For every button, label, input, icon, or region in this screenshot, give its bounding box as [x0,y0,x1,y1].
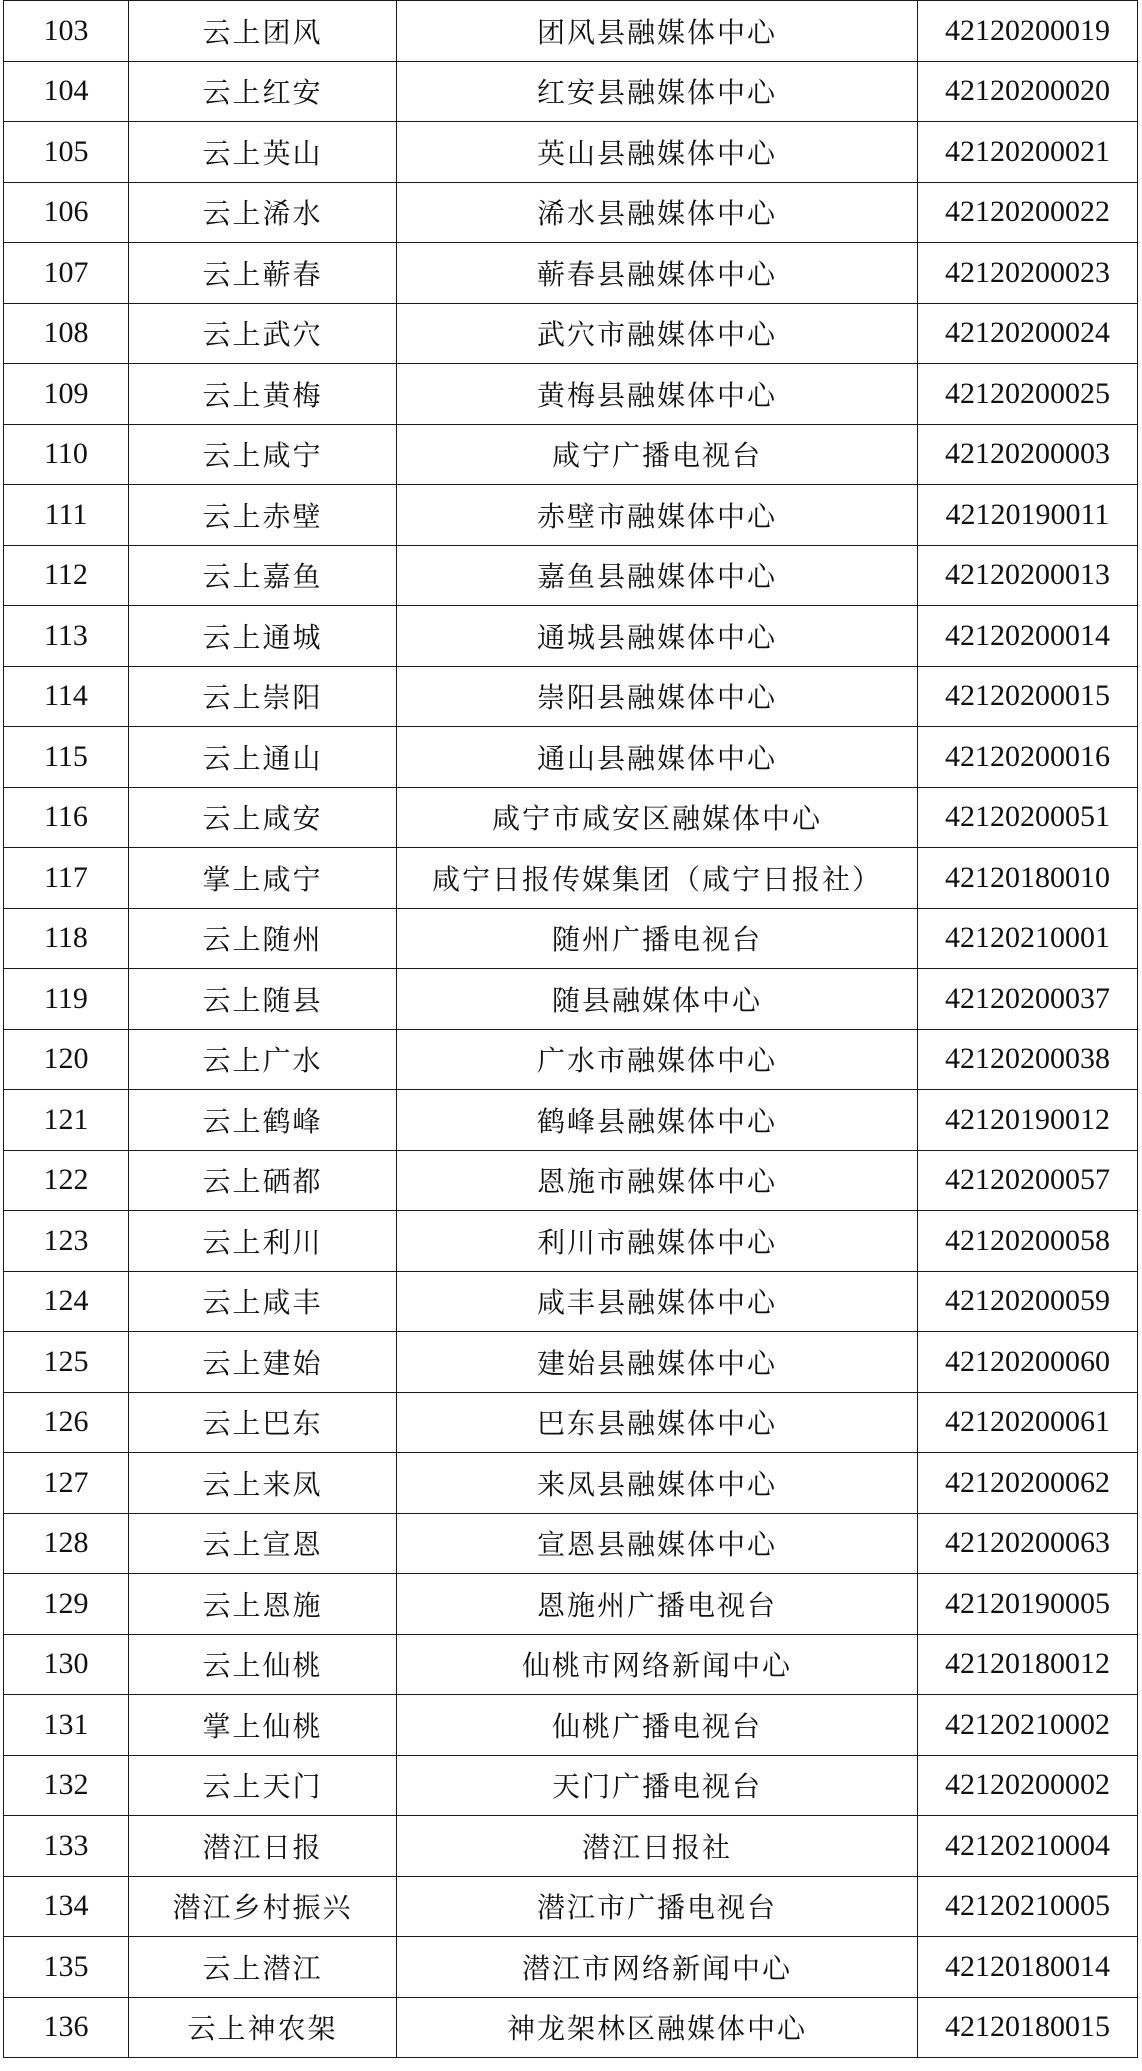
row-number-cell: 126 [4,1392,129,1453]
app-name-cell: 云上蕲春 [129,243,397,304]
app-name-cell: 云上鹤峰 [129,1090,397,1151]
row-number-cell: 120 [4,1029,129,1090]
organization-cell: 来凤县融媒体中心 [397,1453,918,1514]
app-name-cell: 云上来凤 [129,1453,397,1514]
table-row [4,122,1138,183]
organization-cell: 黄梅县融媒体中心 [397,364,918,425]
table-row [4,1755,1138,1816]
organization-cell: 仙桃市网络新闻中心 [397,1634,918,1695]
organization-cell: 武穴市融媒体中心 [397,303,918,364]
organization-cell: 通山县融媒体中心 [397,727,918,788]
registration-code-cell: 42120190012 [918,1090,1138,1151]
registration-code-cell: 42120200023 [918,243,1138,304]
organization-cell: 通城县融媒体中心 [397,606,918,667]
table-row [4,485,1138,546]
registration-code-cell: 42120210002 [918,1695,1138,1756]
row-number-cell: 113 [4,606,129,667]
registration-code-cell: 42120200038 [918,1029,1138,1090]
row-number-cell: 109 [4,364,129,425]
table-row [4,1090,1138,1151]
registration-code-cell: 42120200013 [918,545,1138,606]
app-name-cell: 云上宣恩 [129,1513,397,1574]
app-name-cell: 潜江日报 [129,1816,397,1877]
app-name-cell: 潜江乡村振兴 [129,1876,397,1937]
organization-cell: 利川市融媒体中心 [397,1211,918,1272]
registration-code-cell: 42120200059 [918,1271,1138,1332]
table-row [4,908,1138,969]
registration-code-cell: 42120210005 [918,1876,1138,1937]
registry-table [3,0,1138,2058]
organization-cell: 天门广播电视台 [397,1755,918,1816]
organization-cell: 红安县融媒体中心 [397,61,918,122]
organization-cell: 赤壁市融媒体中心 [397,485,918,546]
registration-code-cell: 42120190005 [918,1574,1138,1635]
row-number-cell: 114 [4,666,129,727]
registration-code-cell: 42120200024 [918,303,1138,364]
table-row [4,1574,1138,1635]
registration-code-cell: 42120200021 [918,122,1138,183]
row-number-cell: 134 [4,1876,129,1937]
registration-code-cell: 42120200003 [918,424,1138,485]
app-name-cell: 云上嘉鱼 [129,545,397,606]
app-name-cell: 云上红安 [129,61,397,122]
registration-code-cell: 42120200019 [918,1,1138,62]
table-row [4,61,1138,122]
table-row [4,1513,1138,1574]
row-number-cell: 105 [4,122,129,183]
table-row [4,1997,1138,2058]
row-number-cell: 115 [4,727,129,788]
app-name-cell: 云上咸丰 [129,1271,397,1332]
app-name-cell: 云上崇阳 [129,666,397,727]
app-name-cell: 云上潜江 [129,1937,397,1998]
table-row [4,1876,1138,1937]
row-number-cell: 125 [4,1332,129,1393]
app-name-cell: 掌上咸宁 [129,848,397,909]
table-body [4,1,1138,2058]
organization-cell: 咸宁市咸安区融媒体中心 [397,787,918,848]
organization-cell: 英山县融媒体中心 [397,122,918,183]
table-row [4,1392,1138,1453]
table-row [4,787,1138,848]
table-row [4,1271,1138,1332]
table-row [4,364,1138,425]
organization-cell: 恩施市融媒体中心 [397,1150,918,1211]
row-number-cell: 117 [4,848,129,909]
organization-cell: 随县融媒体中心 [397,969,918,1030]
app-name-cell: 云上团风 [129,1,397,62]
registration-code-cell: 42120200020 [918,61,1138,122]
organization-cell: 潜江市网络新闻中心 [397,1937,918,1998]
row-number-cell: 130 [4,1634,129,1695]
row-number-cell: 122 [4,1150,129,1211]
organization-cell: 潜江日报社 [397,1816,918,1877]
app-name-cell: 云上英山 [129,122,397,183]
table-row [4,1211,1138,1272]
table-row [4,1816,1138,1877]
organization-cell: 团风县融媒体中心 [397,1,918,62]
row-number-cell: 133 [4,1816,129,1877]
organization-cell: 神龙架林区融媒体中心 [397,1997,918,2058]
table-row [4,243,1138,304]
organization-cell: 随州广播电视台 [397,908,918,969]
app-name-cell: 云上赤壁 [129,485,397,546]
registration-code-cell: 42120200016 [918,727,1138,788]
registration-code-cell: 42120200025 [918,364,1138,425]
organization-cell: 仙桃广播电视台 [397,1695,918,1756]
row-number-cell: 107 [4,243,129,304]
registration-code-cell: 42120180010 [918,848,1138,909]
row-number-cell: 124 [4,1271,129,1332]
row-number-cell: 135 [4,1937,129,1998]
table-row [4,1029,1138,1090]
row-number-cell: 132 [4,1755,129,1816]
row-number-cell: 136 [4,1997,129,2058]
registration-code-cell: 42120200022 [918,182,1138,243]
row-number-cell: 108 [4,303,129,364]
app-name-cell: 云上天门 [129,1755,397,1816]
registration-code-cell: 42120200062 [918,1453,1138,1514]
registration-code-cell: 42120180012 [918,1634,1138,1695]
row-number-cell: 129 [4,1574,129,1635]
table-row [4,424,1138,485]
registration-code-cell: 42120200015 [918,666,1138,727]
row-number-cell: 118 [4,908,129,969]
table-row [4,1695,1138,1756]
app-name-cell: 云上广水 [129,1029,397,1090]
registration-code-cell: 42120200060 [918,1332,1138,1393]
table-row [4,1332,1138,1393]
table-row [4,969,1138,1030]
organization-cell: 咸宁广播电视台 [397,424,918,485]
app-name-cell: 云上浠水 [129,182,397,243]
row-number-cell: 131 [4,1695,129,1756]
table-row [4,1634,1138,1695]
organization-cell: 恩施州广播电视台 [397,1574,918,1635]
organization-cell: 广水市融媒体中心 [397,1029,918,1090]
organization-cell: 鹤峰县融媒体中心 [397,1090,918,1151]
row-number-cell: 116 [4,787,129,848]
registration-code-cell: 42120190011 [918,485,1138,546]
organization-cell: 巴东县融媒体中心 [397,1392,918,1453]
row-number-cell: 111 [4,485,129,546]
registration-code-cell: 42120200002 [918,1755,1138,1816]
row-number-cell: 106 [4,182,129,243]
app-name-cell: 云上黄梅 [129,364,397,425]
app-name-cell: 云上恩施 [129,1574,397,1635]
registration-code-cell: 42120200061 [918,1392,1138,1453]
app-name-cell: 云上巴东 [129,1392,397,1453]
registration-code-cell: 42120180015 [918,1997,1138,2058]
row-number-cell: 128 [4,1513,129,1574]
registration-code-cell: 42120200051 [918,787,1138,848]
row-number-cell: 110 [4,424,129,485]
registration-code-cell: 42120200063 [918,1513,1138,1574]
app-name-cell: 云上随县 [129,969,397,1030]
registration-code-cell: 42120200057 [918,1150,1138,1211]
app-name-cell: 云上硒都 [129,1150,397,1211]
row-number-cell: 127 [4,1453,129,1514]
organization-cell: 宣恩县融媒体中心 [397,1513,918,1574]
row-number-cell: 103 [4,1,129,62]
row-number-cell: 104 [4,61,129,122]
table-row [4,848,1138,909]
table-row [4,1453,1138,1514]
row-number-cell: 123 [4,1211,129,1272]
organization-cell: 蕲春县融媒体中心 [397,243,918,304]
app-name-cell: 云上神农架 [129,1997,397,2058]
registration-code-cell: 42120200014 [918,606,1138,667]
table-row [4,606,1138,667]
organization-cell: 崇阳县融媒体中心 [397,666,918,727]
app-name-cell: 云上仙桃 [129,1634,397,1695]
organization-cell: 建始县融媒体中心 [397,1332,918,1393]
app-name-cell: 云上武穴 [129,303,397,364]
table-row [4,727,1138,788]
table-row [4,1,1138,62]
app-name-cell: 掌上仙桃 [129,1695,397,1756]
app-name-cell: 云上通山 [129,727,397,788]
organization-cell: 嘉鱼县融媒体中心 [397,545,918,606]
app-name-cell: 云上通城 [129,606,397,667]
table-row [4,1150,1138,1211]
table-row [4,666,1138,727]
organization-cell: 咸丰县融媒体中心 [397,1271,918,1332]
organization-cell: 浠水县融媒体中心 [397,182,918,243]
row-number-cell: 119 [4,969,129,1030]
app-name-cell: 云上咸安 [129,787,397,848]
app-name-cell: 云上建始 [129,1332,397,1393]
row-number-cell: 112 [4,545,129,606]
registration-code-cell: 42120180014 [918,1937,1138,1998]
row-number-cell: 121 [4,1090,129,1151]
registration-code-cell: 42120200058 [918,1211,1138,1272]
registration-code-cell: 42120210004 [918,1816,1138,1877]
table-row [4,182,1138,243]
table-row [4,303,1138,364]
app-name-cell: 云上随州 [129,908,397,969]
organization-cell: 咸宁日报传媒集团（咸宁日报社） [397,848,918,909]
app-name-cell: 云上利川 [129,1211,397,1272]
registration-code-cell: 42120200037 [918,969,1138,1030]
table-row [4,545,1138,606]
organization-cell: 潜江市广播电视台 [397,1876,918,1937]
table-row [4,1937,1138,1998]
app-name-cell: 云上咸宁 [129,424,397,485]
registration-code-cell: 42120210001 [918,908,1138,969]
